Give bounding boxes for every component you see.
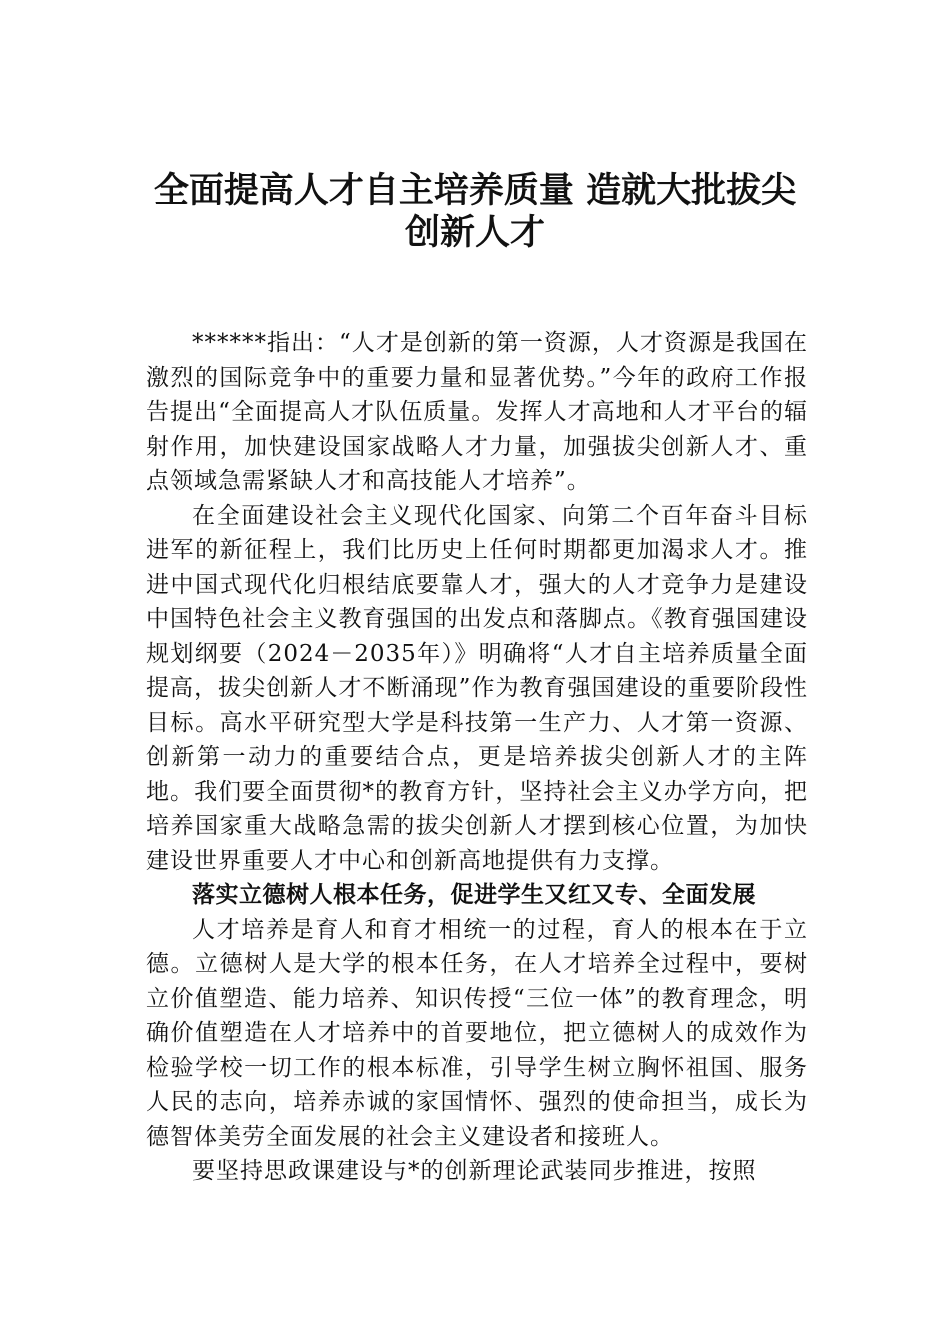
body-paragraph-intro: ******指出：“人才是创新的第一资源，人才资源是我国在激烈的国际竞争中的重要力量和显著优势。”今年的政府工作报告提出“全面提高人才队伍质量。发挥人才高地和人才平台的辐射作用，加快建设国家战略人才力量，加强拔尖创新人才、重点领域急需紧缺人才和高技能人才培养”。: [146, 330, 808, 494]
document-title-line-1: 全面提高人才自主培养质量 造就大批拔尖: [153, 170, 797, 211]
section-paragraph-2: 要坚持思政课建设与*的创新理论武装同步推进，按照: [192, 1158, 757, 1184]
document-body: [146, 326, 808, 1189]
section-paragraph-1: 人才培养是育人和育才相统一的过程，育人的根本在于立德。立德树人是大学的根本任务，在人才培养全过程中，要树立价值塑造、能力培养、知识传授“三位一体”的教育理念，明确价值塑造在人才培养中的首要地位，把立德树人的成效作为检验学校一切工作的根本标准，引导学生树立胸怀祖国、服务人民的志向，培养赤诚的家国情怀、强烈的使命担当，成长为德智体美劳全面发展的社会主义建设者和接班人。: [146, 916, 808, 1150]
document-title-line-2: 创新人才: [404, 212, 545, 253]
section-heading: 落实立德树人根本任务，促进学生又红又专、全面发展: [192, 882, 756, 908]
body-paragraph-context: 在全面建设社会主义现代化国家、向第二个百年奋斗目标进军的新征程上，我们比历史上任何时期都更加渴求人才。推进中国式现代化归根结底要靠人才，强大的人才竞争力是建设中国特色社会主义教育强国的出发点和落脚点。《教育强国建设规划纲要（2024－2035年）》明确将“人才自主培养质量全面提高，拔尖创新人才不断涌现”作为教育强国建设的重要阶段性目标。高水平研究型大学是科技第一生产力、人才第一资源、创新第一动力的重要结合点，更是培养拔尖创新人才的主阵地。我们要全面贯彻*的教育方针，坚持社会主义办学方向，把培养国家重大战略急需的拔尖创新人才摆到核心位置，为加快建设世界重要人才中心和创新高地提供有力支撑。: [146, 502, 808, 874]
